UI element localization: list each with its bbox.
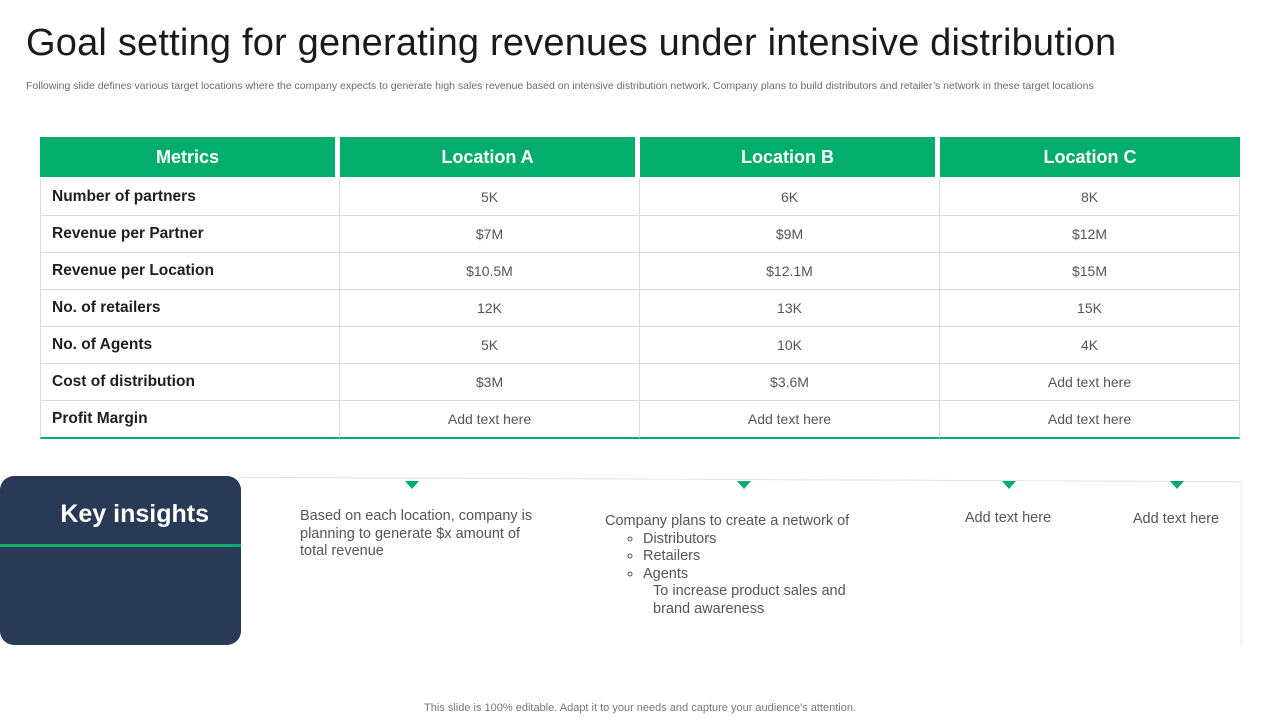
row-label: Profit Margin [40, 401, 340, 439]
network-list [605, 531, 875, 584]
header-location-b: Location B [640, 137, 940, 179]
table-cell: Add text here [340, 401, 640, 439]
insight-intro: Company plans to create a network of [605, 513, 850, 529]
row-label: No. of Agents [40, 327, 340, 364]
table-cell: $15M [940, 253, 1240, 290]
table-row [40, 401, 1240, 439]
row-label: Cost of distribution [40, 364, 340, 401]
table-cell: 6K [640, 179, 940, 216]
insight-text: Add text here [964, 510, 1052, 526]
table-cell: 4K [940, 327, 1240, 364]
insight-note-2 [605, 513, 875, 618]
table-cell: $3M [340, 364, 640, 401]
table-row [40, 290, 1240, 327]
table-cell: 13K [640, 290, 940, 327]
header-location-a: Location A [340, 137, 640, 179]
table-row [40, 179, 1240, 216]
marker-triangle-icon [737, 481, 751, 489]
row-label: No. of retailers [40, 290, 340, 327]
table-cell: 10K [640, 327, 940, 364]
slide-title: Goal setting for generating revenues under intensive distribution [26, 22, 1117, 64]
insight-tail: To increase product sales and brand awareness [653, 583, 846, 617]
table-cell: Add text here [940, 364, 1240, 401]
card-divider [0, 544, 241, 547]
list-item: ◦ Retailers [643, 548, 875, 566]
header-metrics: Metrics [40, 137, 340, 179]
header-location-c: Location C [940, 137, 1240, 179]
insight-note-3 [950, 510, 1066, 528]
row-label: Number of partners [40, 179, 340, 216]
slide-subtitle: Following slide defines various target locations where the company expects to generate high sales revenue based on intensive distribution network. Company plans to build distributors and retailer’s network in these target locations [26, 80, 1094, 92]
table-cell: Add text here [640, 401, 940, 439]
footer-note: This slide is 100% editable. Adapt it to your needs and capture your audience's attention. [424, 702, 856, 714]
table-row [40, 364, 1240, 401]
table-row [40, 253, 1240, 290]
table-cell: $12.1M [640, 253, 940, 290]
table-cell: 8K [940, 179, 1240, 216]
key-insights-card [0, 476, 241, 645]
table-cell: $7M [340, 216, 640, 253]
key-insights-title: Key insights [60, 500, 209, 528]
row-label: Revenue per Location [40, 253, 340, 290]
table-row [40, 216, 1240, 253]
table-cell: 5K [340, 179, 640, 216]
list-item: ◦ Agents [643, 566, 875, 584]
row-label: Revenue per Partner [40, 216, 340, 253]
insight-text: Based on each location, company is planning to generate $x amount of total revenue [300, 508, 533, 559]
marker-triangle-icon [1002, 481, 1016, 489]
list-item: ◦ Distributors [643, 531, 875, 549]
table-cell: 5K [340, 327, 640, 364]
insight-note-4 [1118, 511, 1234, 529]
marker-triangle-icon [405, 481, 419, 489]
metrics-table [40, 137, 1240, 439]
table-header-row [40, 137, 1240, 179]
table-cell: $3.6M [640, 364, 940, 401]
marker-triangle-icon [1170, 481, 1184, 489]
insight-note-1 [300, 508, 535, 561]
table-row [40, 327, 1240, 364]
table-cell: $9M [640, 216, 940, 253]
table-cell: $10.5M [340, 253, 640, 290]
panel-edge [1240, 480, 1244, 646]
table-cell: 12K [340, 290, 640, 327]
table-cell: $12M [940, 216, 1240, 253]
table-cell: 15K [940, 290, 1240, 327]
table-cell: Add text here [940, 401, 1240, 439]
insight-text: Add text here [1132, 511, 1220, 527]
